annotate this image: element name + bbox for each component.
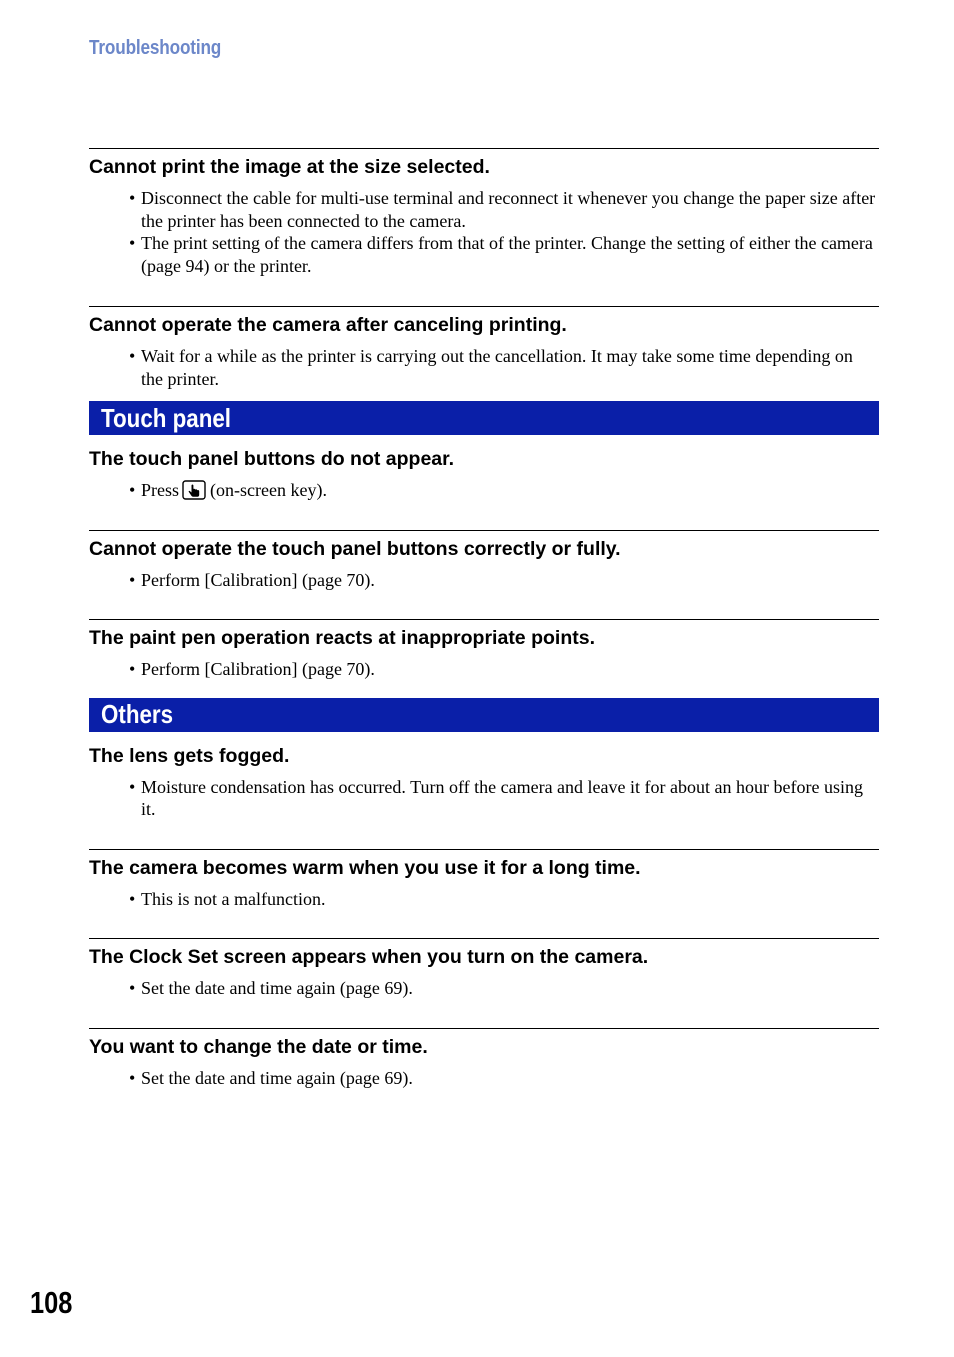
item-list xyxy=(89,977,879,1000)
bullet: • xyxy=(129,978,136,998)
item-list xyxy=(89,1067,879,1090)
entry-title: Cannot operate the camera after canceling printing. xyxy=(89,314,567,336)
item-text: Perform [Calibration] (page 70). xyxy=(141,659,375,679)
entry-title: Cannot print the image at the size selected. xyxy=(89,156,490,178)
entry-title: The Clock Set screen appears when you turn on the camera. xyxy=(89,946,649,968)
item-text-before: Press xyxy=(141,480,180,500)
item-list xyxy=(89,658,879,681)
troubleshoot-entry xyxy=(89,435,879,530)
item-list xyxy=(89,345,879,390)
list-item xyxy=(129,345,879,390)
list-item xyxy=(129,1067,879,1090)
bullet: • xyxy=(129,233,136,253)
item-text: Set the date and time again (page 69). xyxy=(141,978,413,998)
list-item xyxy=(129,187,879,232)
troubleshoot-entry xyxy=(89,530,879,620)
list-item xyxy=(129,888,879,911)
item-text-after: (on-screen key). xyxy=(210,480,327,500)
troubleshoot-entry xyxy=(89,1028,879,1090)
item-list xyxy=(89,888,879,911)
page-number: 108 xyxy=(30,1285,73,1320)
list-item xyxy=(129,977,879,1000)
section-heading: Others xyxy=(101,699,174,729)
list-item xyxy=(129,479,879,502)
item-text: Wait for a while as the printer is carrying out the cancellation. It may take some time depending on the printer. xyxy=(141,346,853,389)
touch-hand-icon xyxy=(182,480,206,500)
bullet: • xyxy=(129,1067,136,1088)
item-text: The print setting of the camera differs from that of the printer. Change the setting of either the camera (page 94) or the printer. xyxy=(141,233,873,276)
bullet: • xyxy=(129,776,136,797)
list-item xyxy=(129,569,879,592)
troubleshoot-entry xyxy=(89,938,879,1028)
troubleshoot-entry xyxy=(89,849,879,939)
bullet: • xyxy=(129,659,136,679)
list-item xyxy=(129,658,879,681)
item-list xyxy=(89,776,879,821)
troubleshoot-entry xyxy=(89,619,879,681)
item-list xyxy=(89,187,879,277)
item-text: Moisture condensation has occurred. Turn off the camera and leave it for about an hour before using it. xyxy=(141,776,863,819)
entry-title: The lens gets fogged. xyxy=(89,744,290,767)
item-list xyxy=(89,569,879,592)
bullet: • xyxy=(129,888,136,909)
entry-title: The camera becomes warm when you use it for a long time. xyxy=(89,856,641,879)
bullet: • xyxy=(129,480,136,500)
item-text: Disconnect the cable for multi-use terminal and reconnect it whenever you change the paper size after the printer has been connected to the camera. xyxy=(141,188,876,231)
list-item xyxy=(129,776,879,821)
item-list xyxy=(89,479,879,502)
item-text: This is not a malfunction. xyxy=(141,888,326,909)
entry-title: The touch panel buttons do not appear. xyxy=(89,448,455,470)
troubleshoot-entry xyxy=(89,306,879,390)
bullet: • xyxy=(129,569,136,590)
entry-title: Cannot operate the touch panel buttons correctly or fully. xyxy=(89,537,621,560)
entry-title: The paint pen operation reacts at inappropriate points. xyxy=(89,627,595,649)
list-item xyxy=(129,232,879,277)
bullet: • xyxy=(129,346,136,366)
section-header: Troubleshooting xyxy=(89,37,222,59)
section-heading: Touch panel xyxy=(101,402,232,433)
entry-title: You want to change the date or time. xyxy=(89,1035,428,1058)
item-text: Set the date and time again (page 69). xyxy=(141,1067,413,1088)
item-text: Perform [Calibration] (page 70). xyxy=(141,569,375,590)
section-band-others xyxy=(89,698,879,732)
troubleshoot-entry xyxy=(89,732,879,849)
bullet: • xyxy=(129,188,136,208)
section-band-touch-panel xyxy=(89,401,879,435)
troubleshooting-content xyxy=(89,148,879,1089)
troubleshoot-entry xyxy=(89,148,879,306)
